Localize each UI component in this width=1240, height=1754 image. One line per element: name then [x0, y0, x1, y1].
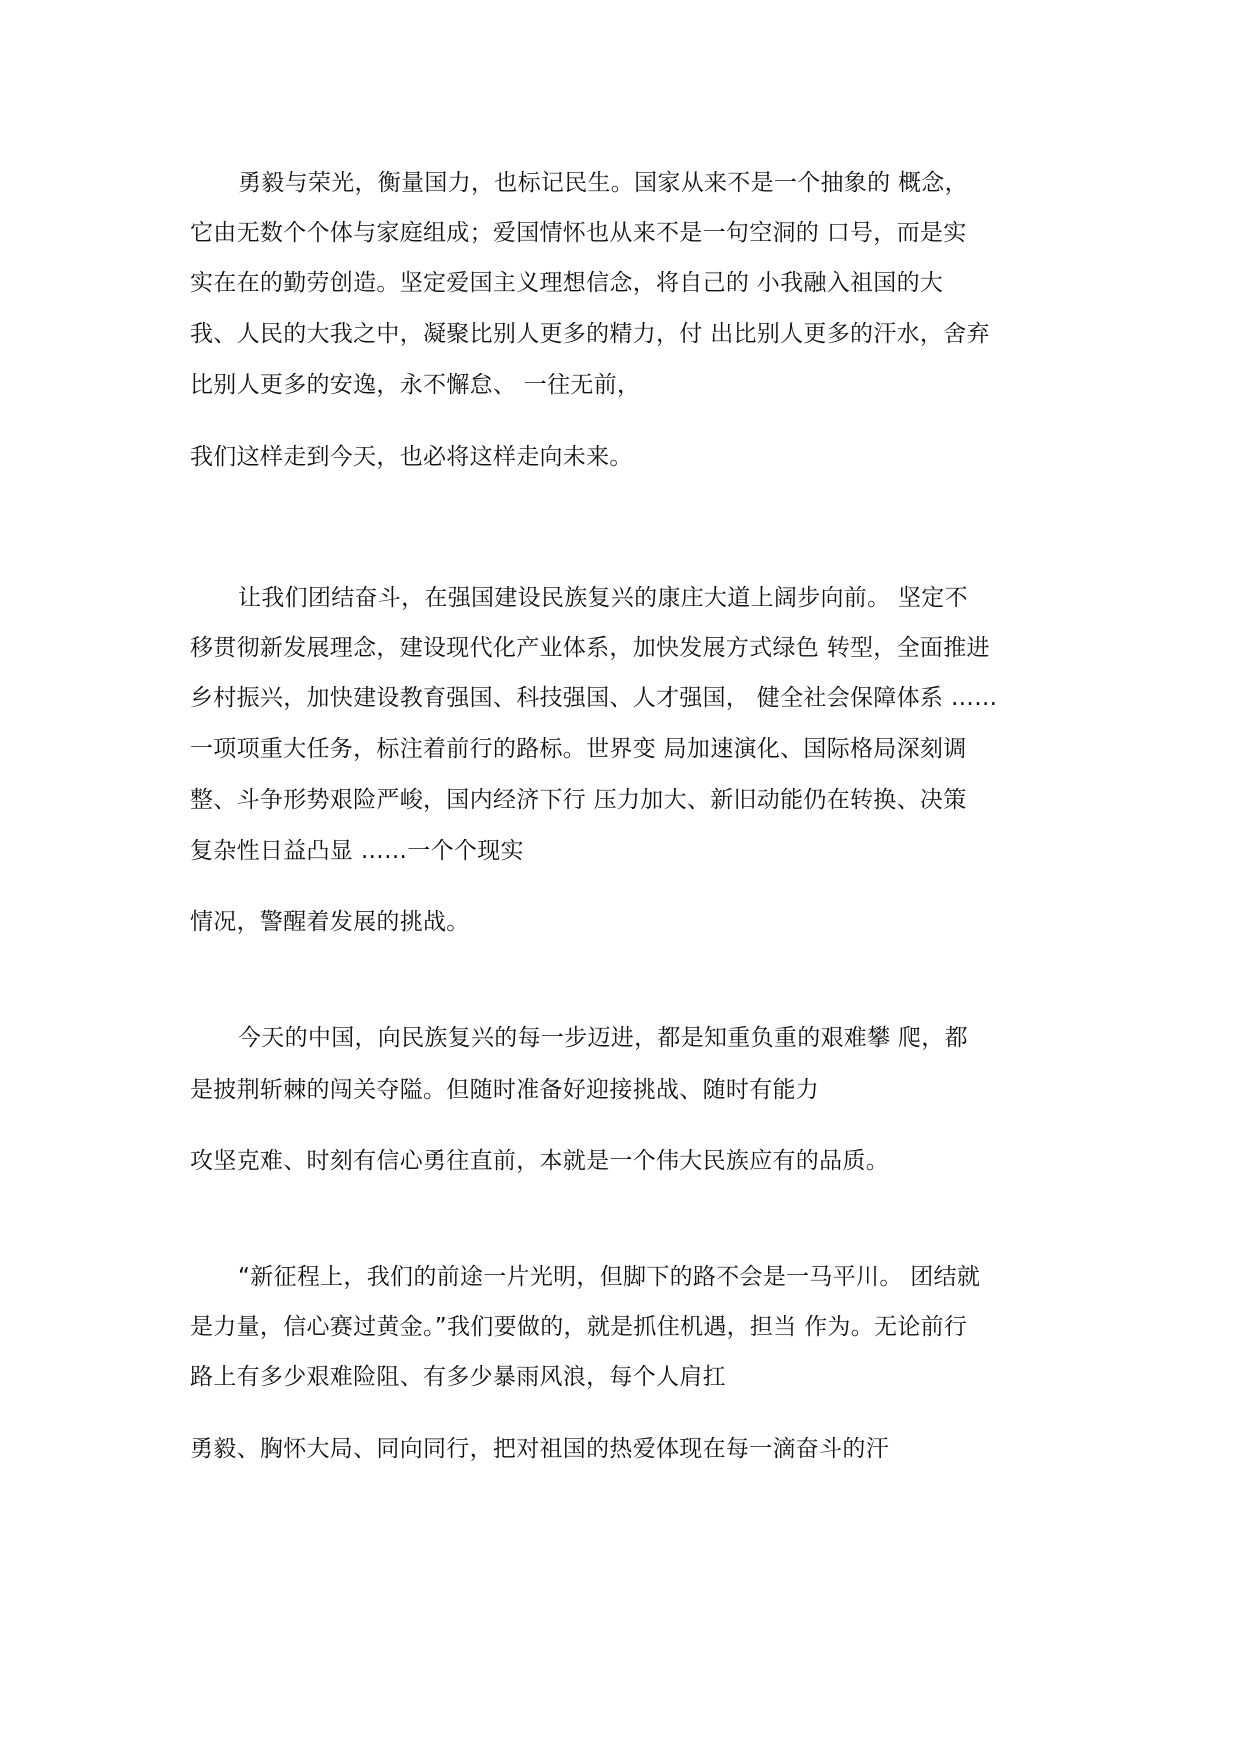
paragraph-4-line-2: 是力量，信心赛过黄金。”我们要做的，就是抓住机遇，担当 作为。无论前行 [190, 1314, 968, 1340]
paragraph-2-line-3: 乡村振兴，加快建设教育强国、科技强国、人才强国， 健全社会保障体系 …… [190, 685, 998, 711]
paragraph-2-line-7: 情况，警醒着发展的挑战。 [190, 909, 470, 935]
paragraph-1-line-2: 它由无数个个体与家庭组成；爱国情怀也从来不是一句空洞的 口号，而是实 [190, 220, 967, 246]
paragraph-4-line-4: 勇毅、胸怀大局、同向同行，把对祖国的热爱体现在每一滴奋斗的汗 [190, 1436, 889, 1462]
paragraph-4-line-1: “新征程上，我们的前途一片光明，但脚下的路不会是一马平川。 团结就 [238, 1264, 981, 1290]
paragraph-1-line-3: 实在在的勤劳创造。坚定爱国主义理想信念，将自己的 小我融入祖国的大 [190, 270, 944, 296]
paragraph-1-line-5: 比别人更多的安逸，永不懈怠、 一往无前， [190, 372, 641, 398]
paragraph-1-line-4: 我、人民的大我之中，凝聚比别人更多的精力，付 出比别人更多的汗水，舍弃 [190, 321, 990, 347]
paragraph-2-line-2: 移贯彻新发展理念，建设现代化产业体系，加快发展方式绿色 转型，全面推进 [190, 635, 990, 661]
paragraph-2-line-1: 让我们团结奋斗，在强国建设民族复兴的康庄大道上阔步向前。 坚定不 [238, 585, 968, 611]
paragraph-1-line-1: 勇毅与荣光，衡量国力，也标记民生。国家从来不是一个抽象的 概念， [238, 170, 968, 196]
paragraph-2-line-6: 复杂性日益凸显 ……一个个现实 [190, 838, 524, 864]
paragraph-2-line-4: 一项项重大任务，标注着前行的路标。世界变 局加速演化、国际格局深刻调 [190, 736, 967, 762]
paragraph-3-line-2: 是披荆斩棘的闯关夺隘。但随时准备好迎接挑战、随时有能力 [190, 1077, 820, 1103]
paragraph-4-line-3: 路上有多少艰难险阻、有多少暴雨风浪，每个人肩扛 [190, 1364, 726, 1390]
paragraph-2-line-5: 整、斗争形势艰险严峻，国内经济下行 压力加大、新旧动能仍在转换、决策 [190, 787, 967, 813]
paragraph-3-line-1: 今天的中国，向民族复兴的每一步迈进，都是知重负重的艰难攀 爬，都 [238, 1025, 968, 1051]
paragraph-3-line-3: 攻坚克难、时刻有信心勇往直前，本就是一个伟大民族应有的品质。 [190, 1148, 889, 1174]
paragraph-1-line-6: 我们这样走到今天，也必将这样走向未来。 [190, 444, 633, 470]
